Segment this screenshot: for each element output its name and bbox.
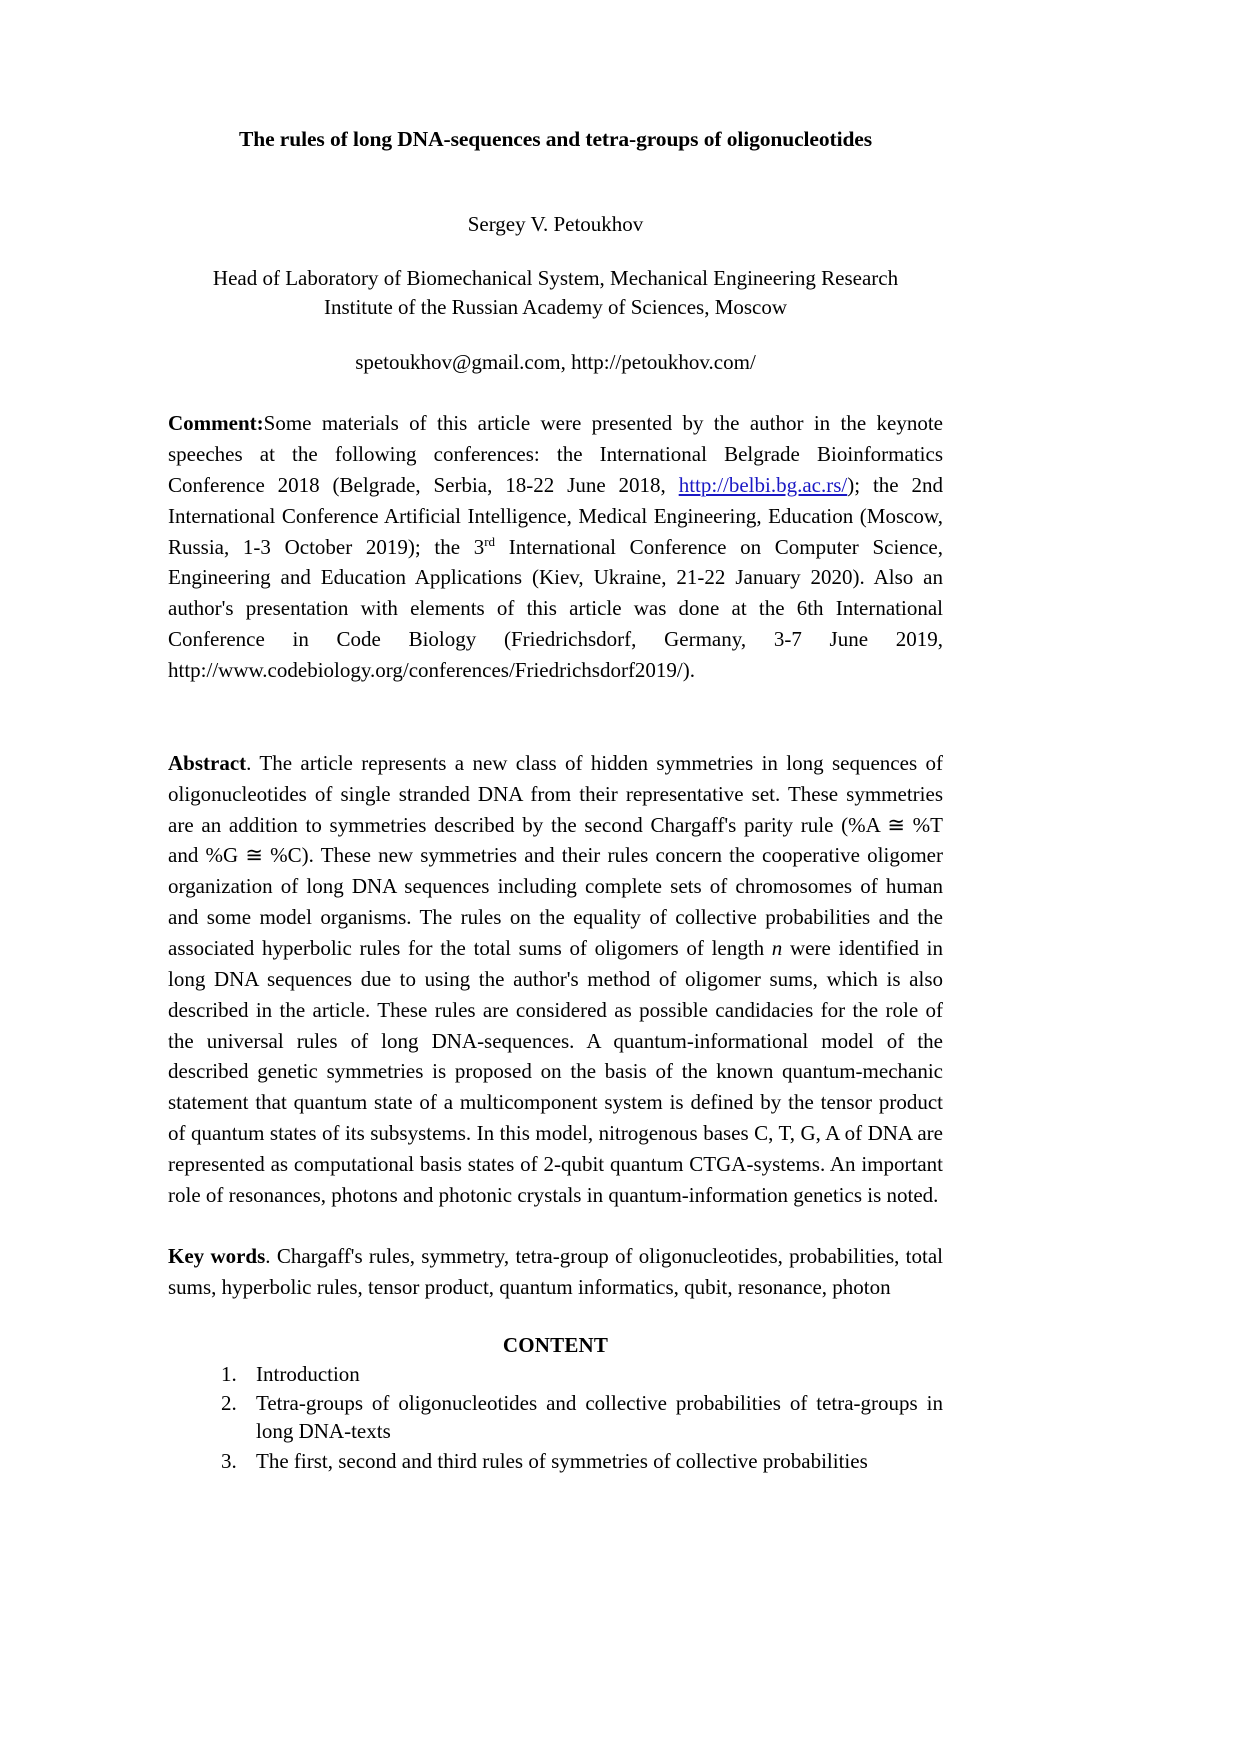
author-affiliation — [168, 264, 943, 321]
author-name: Sergey V. Petoukhov — [467, 211, 644, 236]
abstract-italic-variable: n — [771, 936, 783, 961]
comment-text-part-3: International Conference on Computer Science, Engineering and Education Applications (Kiev, Ukraine, 21-22 January 2020). Also an author's presentation with elements of this article was done at the 6th International Conference in Code Biology (Friedrichsdorf, Germany, 3-7 June 2019, http://www.codebiology.org/conferences/Friedrichsdorf2019/). — [168, 534, 943, 683]
abstract-text-part-1: . The article represents a new class of hidden symmetries in long sequences of oligonucleotides of single stranded DNA from their representative set. These symmetries are an addition to symmetries described by the second Chargaff's parity rule (%A ≅ %T and %G ≅ %C). These new symmetries and their rules concern the cooperative oligomer organization of long DNA sequences including complete sets of chromosomes of human and some model organisms. The rules on the equality of collective probabilities and the associated hyperbolic rules for the total sums of oligomers of length — [168, 750, 943, 961]
toc-item[interactable]: 1. Introduction — [242, 1360, 943, 1388]
page-title: The rules of long DNA-sequences and tetra-groups of oligonucleotides — [238, 127, 873, 151]
affiliation-line-1: Head of Laboratory of Biomechanical System, Mechanical Engineering Research — [212, 266, 899, 291]
abstract-paragraph — [168, 748, 943, 1211]
author-contact: spetoukhov@gmail.com, http://petoukhov.com/ — [355, 349, 756, 374]
table-of-contents — [168, 1360, 943, 1475]
keywords-label: Key words — [168, 1243, 266, 1268]
abstract-label: Abstract — [168, 750, 247, 775]
abstract-text-part-2: were identified in long DNA sequences due to using the author's method of oligomer sums, which is also described in the article. These rules are considered as possible candidacies for the role of the universal rules of long DNA-sequences. A quantum-informational model of the described genetic symmetries is proposed on the basis of the known quantum-mechanic statement that quantum state of a multicomponent system is defined by the tensor product of quantum states of its subsystems. In this model, nitrogenous bases C, T, G, A of DNA are represented as computational basis states of 2-qubit quantum CTGA-systems. An important role of resonances, photons and photonic crystals in quantum-information genetics is noted. — [168, 936, 943, 1207]
comment-label: Comment: — [168, 411, 264, 436]
comment-text-part-1: Some materials of this article were presented by the author in the keynote speeches at the following conferences: the International Belgrade Bioinformatics Conference 2018 (Belgrade, Serbia, 18-22 June 2018, — [168, 411, 943, 497]
toc-item[interactable]: 2. Tetra-groups of oligonucleotides and collective probabilities of tetra-groups in long DNA-texts — [242, 1389, 943, 1446]
content-section-heading: CONTENT — [502, 1332, 609, 1357]
keywords-text: . Chargaff's rules, symmetry, tetra-group of oligonucleotides, probabilities, total sums, hyperbolic rules, tensor product, quantum informatics, qubit, resonance, photon — [168, 1243, 943, 1299]
affiliation-line-2: Institute of the Russian Academy of Sciences, Moscow — [323, 294, 788, 319]
document-body — [168, 126, 943, 1476]
belbi-conference-link[interactable]: http://belbi.bg.ac.rs/ — [678, 472, 848, 497]
keywords-paragraph — [168, 1241, 943, 1303]
ordinal-superscript: rd — [484, 533, 496, 549]
toc-item[interactable]: 3. The first, second and third rules of symmetries of collective probabilities — [242, 1447, 943, 1475]
comment-paragraph — [168, 408, 943, 686]
comment-text-part-2: ); the 2nd International Conference Artificial Intelligence, Medical Engineering, Education (Moscow, Russia, 1-3 October 2019); the 3 — [168, 472, 944, 559]
